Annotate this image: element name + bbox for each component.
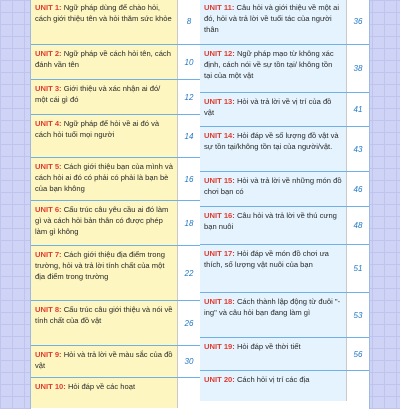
unit-description: Cấu trúc câu giới thiệu và nói về tính chất của đồ vật	[35, 305, 173, 326]
unit-label: UNIT 13:	[204, 97, 235, 106]
unit-description: Ngữ pháp để hỏi về ai đó và cách hỏi tuổi mọi người	[35, 119, 160, 140]
toc-entry-unit-20[interactable]	[200, 371, 369, 401]
toc-entry-text	[31, 158, 177, 200]
toc-entry-unit-18[interactable]	[200, 293, 369, 338]
unit-description: Cấu trúc câu yêu cầu ai đó làm gì và cách hỏi bản thân có được phép làm gì không	[35, 205, 169, 237]
unit-description: Hỏi đáp về thời tiết	[236, 342, 301, 351]
unit-description: Ngữ pháp dùng để chào hỏi, cách giới thiệu tên và hỏi thăm sức khỏe	[35, 3, 172, 24]
toc-column-left	[31, 0, 200, 408]
unit-label: UNIT 9:	[35, 350, 62, 359]
toc-entry-unit-15[interactable]	[200, 172, 369, 207]
unit-description: Ngữ pháp mạo từ không xác định, cách nói về sự tồn tại/ không tồn tại của một vật	[204, 49, 334, 81]
unit-label: UNIT 6:	[35, 205, 62, 214]
page-number: 14	[177, 115, 200, 157]
toc-entry-unit-12[interactable]	[200, 45, 369, 93]
unit-label: UNIT 15:	[204, 176, 235, 185]
unit-description: Hỏi đáp về số lượng đồ vật và sự tồn tại/không tồn tại của người/vật.	[204, 131, 339, 152]
toc-entry-text	[31, 45, 177, 79]
toc-entry-text	[200, 0, 346, 44]
toc-entry-unit-4[interactable]	[31, 115, 200, 158]
page-number: 43	[346, 127, 369, 171]
page-number: 12	[177, 80, 200, 114]
unit-label: UNIT 2:	[35, 49, 62, 58]
page-number: 48	[346, 207, 369, 244]
page-number: 36	[346, 0, 369, 44]
toc-entry-unit-6[interactable]	[31, 201, 200, 246]
unit-label: UNIT 16:	[204, 211, 235, 220]
unit-label: UNIT 8:	[35, 305, 62, 314]
page-number: 26	[177, 301, 200, 345]
toc-entry-unit-9[interactable]	[31, 346, 200, 378]
toc-entry-text	[200, 371, 346, 401]
toc-entry-text	[31, 80, 177, 114]
page-number: 18	[177, 201, 200, 245]
toc-entry-text	[31, 346, 177, 377]
unit-description: Hỏi đáp về các hoạt	[67, 382, 136, 391]
page-number: 51	[346, 245, 369, 292]
toc-entry-unit-3[interactable]	[31, 80, 200, 115]
unit-label: UNIT 18:	[204, 297, 235, 306]
unit-label: UNIT 19:	[204, 342, 235, 351]
toc-entry-text	[200, 45, 346, 92]
unit-label: UNIT 20:	[204, 375, 235, 384]
toc-entry-unit-1[interactable]	[31, 0, 200, 45]
unit-label: UNIT 1:	[35, 3, 62, 12]
unit-description: Cách thành lập động từ đuôi "-ing" và câu hỏi bạn đang làm gì	[204, 297, 341, 318]
unit-label: UNIT 4:	[35, 119, 62, 128]
unit-label: UNIT 17:	[204, 249, 235, 258]
page-number: 41	[346, 93, 369, 126]
toc-entry-text	[31, 301, 177, 345]
toc-entry-text	[200, 127, 346, 171]
unit-description: Cách giới thiệu địa điểm trong trường, hỏi và trả lời tính chất của một địa điểm trong trường	[35, 250, 165, 282]
unit-label: UNIT 5:	[35, 162, 62, 171]
toc-entry-text	[200, 172, 346, 206]
toc-entry-unit-16[interactable]	[200, 207, 369, 245]
toc-entry-text	[200, 245, 346, 292]
page-number: 46	[346, 172, 369, 206]
toc-entry-text	[31, 0, 177, 44]
toc-entry-unit-14[interactable]	[200, 127, 369, 172]
page-number: 53	[346, 293, 369, 337]
page-number: 56	[346, 338, 369, 370]
toc-entry-text	[31, 378, 177, 408]
toc-entry-text	[200, 207, 346, 244]
toc-entry-text	[31, 246, 177, 300]
unit-description: Câu hỏi và trả lời về thú cưng bạn nuôi	[204, 211, 337, 232]
toc-entry-text	[200, 338, 346, 370]
table-of-contents	[30, 0, 370, 409]
page-number: 8	[177, 0, 200, 44]
unit-label: UNIT 3:	[35, 84, 62, 93]
unit-description: Hỏi và trả lời về màu sắc của đồ vật	[35, 350, 173, 371]
toc-entry-unit-2[interactable]	[31, 45, 200, 80]
unit-label: UNIT 11:	[204, 3, 235, 12]
unit-description: Giới thiệu và xác nhận ai đó/ một cái gì đó	[35, 84, 161, 105]
toc-entry-unit-10[interactable]	[31, 378, 200, 408]
unit-label: UNIT 14:	[204, 131, 235, 140]
unit-description: Cách hỏi vị trí các địa	[236, 375, 310, 384]
toc-entry-text	[31, 115, 177, 157]
toc-entry-unit-13[interactable]	[200, 93, 369, 127]
page-number: 10	[177, 45, 200, 79]
unit-description: Hỏi và trả lời về vị trí của đồ vật	[204, 97, 332, 118]
toc-entry-unit-17[interactable]	[200, 245, 369, 293]
page-number	[177, 378, 200, 408]
unit-description: Ngữ pháp về cách hỏi tên, cách đánh vần tên	[35, 49, 171, 70]
page-number: 38	[346, 45, 369, 92]
toc-entry-text	[200, 293, 346, 337]
page-number	[346, 371, 369, 401]
unit-label: UNIT 7:	[35, 250, 62, 259]
toc-column-right	[200, 0, 369, 401]
toc-entry-text	[200, 93, 346, 126]
unit-description: Câu hỏi và giới thiệu về một ai đó, hỏi và trả lời về tuổi tác của người thân	[204, 3, 340, 35]
toc-entry-unit-8[interactable]	[31, 301, 200, 346]
page-number: 22	[177, 246, 200, 300]
toc-entry-unit-11[interactable]	[200, 0, 369, 45]
toc-entry-unit-5[interactable]	[31, 158, 200, 201]
unit-description: Hỏi đáp về món đồ chơi ưa thích, số lượng vật nuôi của bạn	[204, 249, 329, 270]
unit-label: UNIT 12:	[204, 49, 235, 58]
unit-description: Cách giới thiệu bạn của mình và cách hỏi ai đó có phải có phải là bạn bè của bạn không	[35, 162, 173, 194]
page-number: 16	[177, 158, 200, 200]
toc-entry-unit-7[interactable]	[31, 246, 200, 301]
page-number: 30	[177, 346, 200, 377]
toc-entry-text	[31, 201, 177, 245]
unit-label: UNIT 10:	[35, 382, 66, 391]
unit-description: Hỏi và trả lời về những món đồ chơi bạn có	[204, 176, 342, 197]
toc-entry-unit-19[interactable]	[200, 338, 369, 371]
